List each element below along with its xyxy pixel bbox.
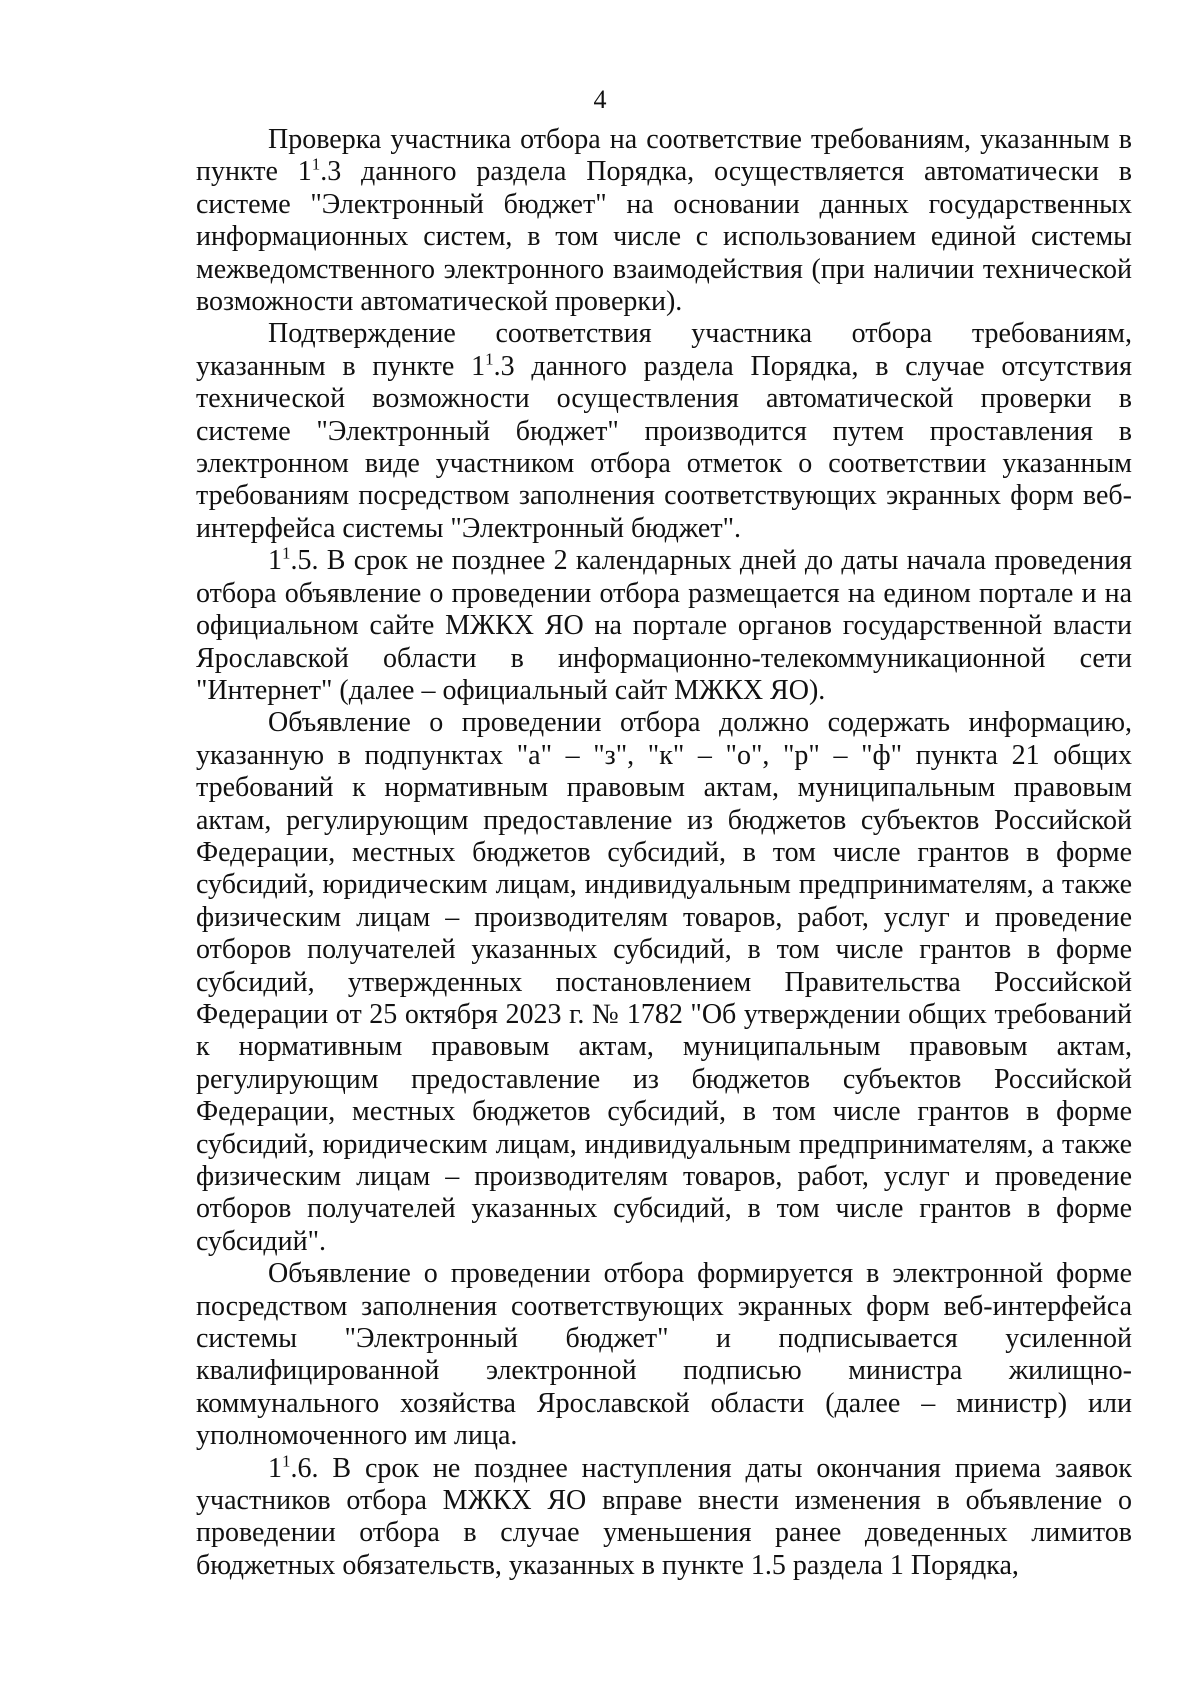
paragraph: Объявление о проведении отбора формируется в электронной форме посредством заполнения соответствующих экранных форм веб-интерфейса системы "Электронный бюджет" и подписывается усиленной квалифицированной электронной подписью министра жилищно-коммунального хозяйства Ярославской области (далее – министр) или уполномоченного им лица.: [196, 1258, 1132, 1452]
superscript-one: 1: [282, 543, 291, 563]
paragraph: $1^1.5$. В срок не позднее 2 календарных дней до даты начала проведения отбора объявление о проведении отбора размещается на едином портале и на официальном сайте МЖКХ ЯО на портале органов государственной власти Ярославской области в информационно-телекоммуникационной сети "Интернет" (далее – официальный сайт МЖКХ ЯО).: [196, 543, 1132, 706]
paragraph: $1^1.6$. В срок не позднее наступления даты окончания приема заявок участников отбора МЖКХ ЯО вправе внести изменения в объявление о проведении отбора в случае уменьшения ранее доведенных лимитов бюджетных обязательств, указанных в пункте 1.5 раздела 1 Порядка,: [196, 1451, 1132, 1581]
paragraph: Проверка участника отбора на соответствие требованиям, указанным в пункте $1^1.3$ данного раздела Порядка, осуществляется автоматически в системе "Электронный бюджет" на основании данных государственных информационных систем, в том числе с использованием единой системы межведомственного электронного взаимодействия (при наличии технической возможности автоматической проверки).: [196, 124, 1132, 318]
paragraph: Подтверждение соответствия участника отбора требованиям, указанным в пункте $1^1.3$ данного раздела Порядка, в случае отсутствия технической возможности осуществления автоматической проверки в системе "Электронный бюджет" производится путем проставления в электронном виде участником отбора отметок о соответствии указанным требованиям посредством заполнения соответствующих экранных форм веб-интерфейса системы "Электронный бюджет".: [196, 318, 1132, 544]
superscript-one: 1: [282, 1451, 291, 1471]
superscript-one: 1: [485, 349, 494, 369]
document-body: [196, 124, 1132, 1582]
superscript-one: 1: [311, 155, 321, 175]
page-number: 4: [593, 85, 607, 114]
paragraph: Объявление о проведении отбора должно содержать информацию, указанную в подпунктах "а" – "з", "к" – "о", "р" – "ф" пункта 21 общих требований к нормативным правовым актам, муниципальным правовым актам, регулирующим предоставление из бюджетов субъектов Российской Федерации, местных бюджетов субсидий, в том числе грантов в форме субсидий, юридическим лицам, индивидуальным предпринимателям, а также физическим лицам – производителям товаров, работ, услуг и проведение отборов получателей указанных субсидий, в том числе грантов в форме субсидий, утвержденных постановлением Правительства Российской Федерации от 25 октября 2023 г. № 1782 "Об утверждении общих требований к нормативным правовым актам, муниципальным правовым актам, регулирующим предоставление из бюджетов субъектов Российской Федерации, местных бюджетов субсидий, в том числе грантов в форме субсидий, юридическим лицам, индивидуальным предпринимателям, а также физическим лицам – производителям товаров, работ, услуг и проведение отборов получателей указанных субсидий, в том числе грантов в форме субсидий".: [196, 707, 1132, 1257]
